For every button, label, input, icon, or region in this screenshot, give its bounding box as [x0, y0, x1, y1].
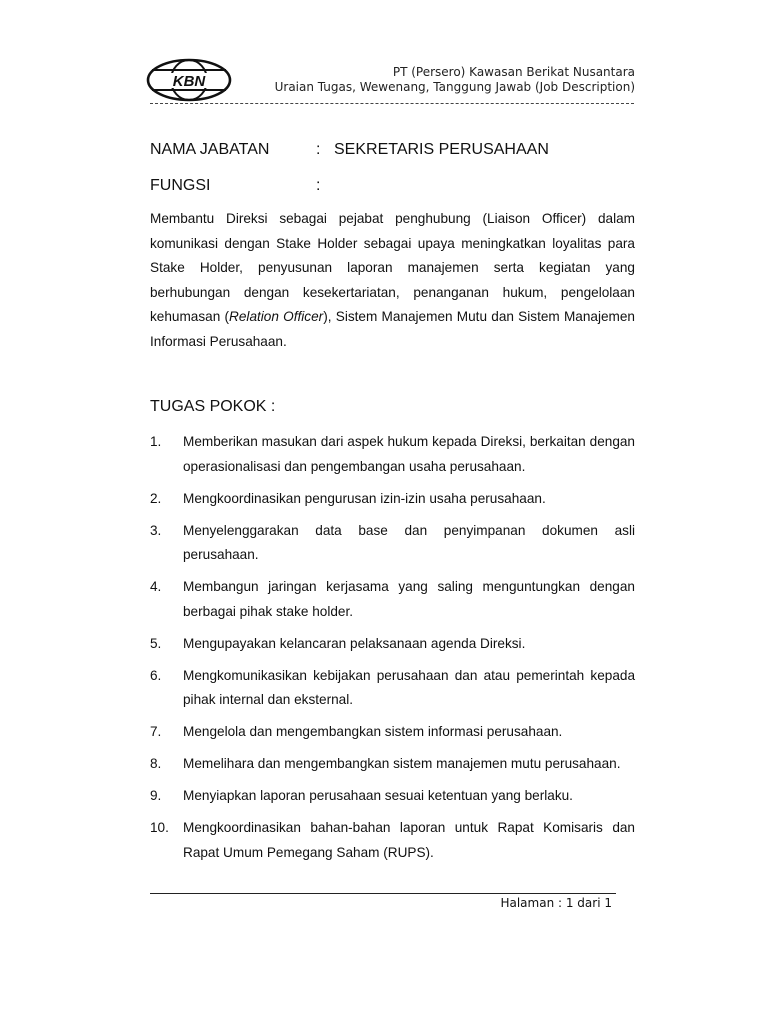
task-item — [150, 519, 635, 568]
task-number: 3. — [150, 522, 162, 538]
page-number: Halaman : 1 dari 1 — [500, 896, 612, 910]
function-label: FUNGSI — [150, 177, 211, 194]
task-item — [150, 430, 635, 479]
task-text: Mengelola dan mengembangkan sistem informasi perusahaan. — [183, 724, 563, 739]
function-text-italic: Relation Officer — [229, 309, 324, 325]
task-number: 1. — [150, 434, 162, 449]
position-colon: : — [316, 141, 321, 158]
position-value: SEKRETARIS PERUSAHAAN — [334, 141, 549, 158]
function-text-after: ), Sistem Manajemen Mutu dan Sistem Manajemen Informasi Perusahaan. — [150, 309, 635, 349]
task-text: Mengupayakan kelancaran pelaksanaan agenda Direksi. — [183, 635, 526, 651]
task-item — [150, 487, 635, 512]
task-number: 10. — [150, 820, 169, 835]
header-divider — [150, 103, 634, 104]
task-item — [150, 720, 635, 745]
function-description — [150, 207, 635, 355]
function-text-before: Membantu Direksi sebagai pejabat penghubung (Liaison Officer) dalam komunikasi dengan Stake Holder sebagai upaya meningkatkan loyalitas para Stake Holder, penyusunan laporan manajemen serta kegiatan yang berhubungan dengan kesekertariatan, penanganan hukum, pengelolaan kehumasan ( — [150, 211, 635, 325]
position-label: NAMA JABATAN — [150, 141, 270, 158]
task-list — [150, 430, 635, 873]
task-text: Membangun jaringan kerjasama yang saling menguntungkan dengan berbagai pihak stake holder. — [183, 579, 635, 619]
task-item — [150, 752, 635, 777]
task-item — [150, 632, 635, 657]
task-number: 2. — [150, 490, 162, 506]
task-text: Menyelenggarakan data base dan penyimpanan dokumen asli perusahaan. — [183, 522, 635, 562]
task-text: Mengkoordinasikan pengurusan izin-izin usaha perusahaan. — [183, 490, 546, 506]
logo-text: KBN — [172, 73, 206, 90]
task-text: Memberikan masukan dari aspek hukum kepada Direksi, berkaitan dengan operasionalisasi dan pengembangan usaha perusahaan. — [183, 434, 635, 474]
task-item — [150, 575, 635, 624]
function-colon: : — [316, 177, 321, 194]
task-number: 4. — [150, 579, 162, 594]
task-text: Mengkomunikasikan kebijakan perusahaan dan atau pemerintah kepada pihak internal dan eksternal. — [183, 667, 635, 707]
task-text: Menyiapkan laporan perusahaan sesuai ketentuan yang berlaku. — [183, 788, 573, 803]
footer-divider — [150, 893, 616, 894]
task-item — [150, 664, 635, 713]
task-number: 9. — [150, 788, 162, 803]
task-number: 5. — [150, 635, 162, 651]
kbn-logo — [146, 58, 232, 102]
company-name: PT (Persero) Kawasan Berikat Nusantara — [392, 65, 635, 79]
tasks-heading: TUGAS POKOK : — [150, 398, 276, 415]
task-item — [150, 784, 635, 809]
task-item — [150, 816, 635, 865]
task-text: Memelihara dan mengembangkan sistem manajemen mutu perusahaan. — [183, 756, 621, 771]
document-subtitle: Uraian Tugas, Wewenang, Tanggung Jawab (Job Description) — [274, 80, 635, 94]
task-text: Mengkoordinasikan bahan-bahan laporan untuk Rapat Komisaris dan Rapat Umum Pemegang Saham (RUPS). — [183, 820, 635, 860]
task-number: 7. — [150, 724, 162, 739]
task-number: 8. — [150, 756, 162, 771]
task-number: 6. — [150, 667, 162, 683]
